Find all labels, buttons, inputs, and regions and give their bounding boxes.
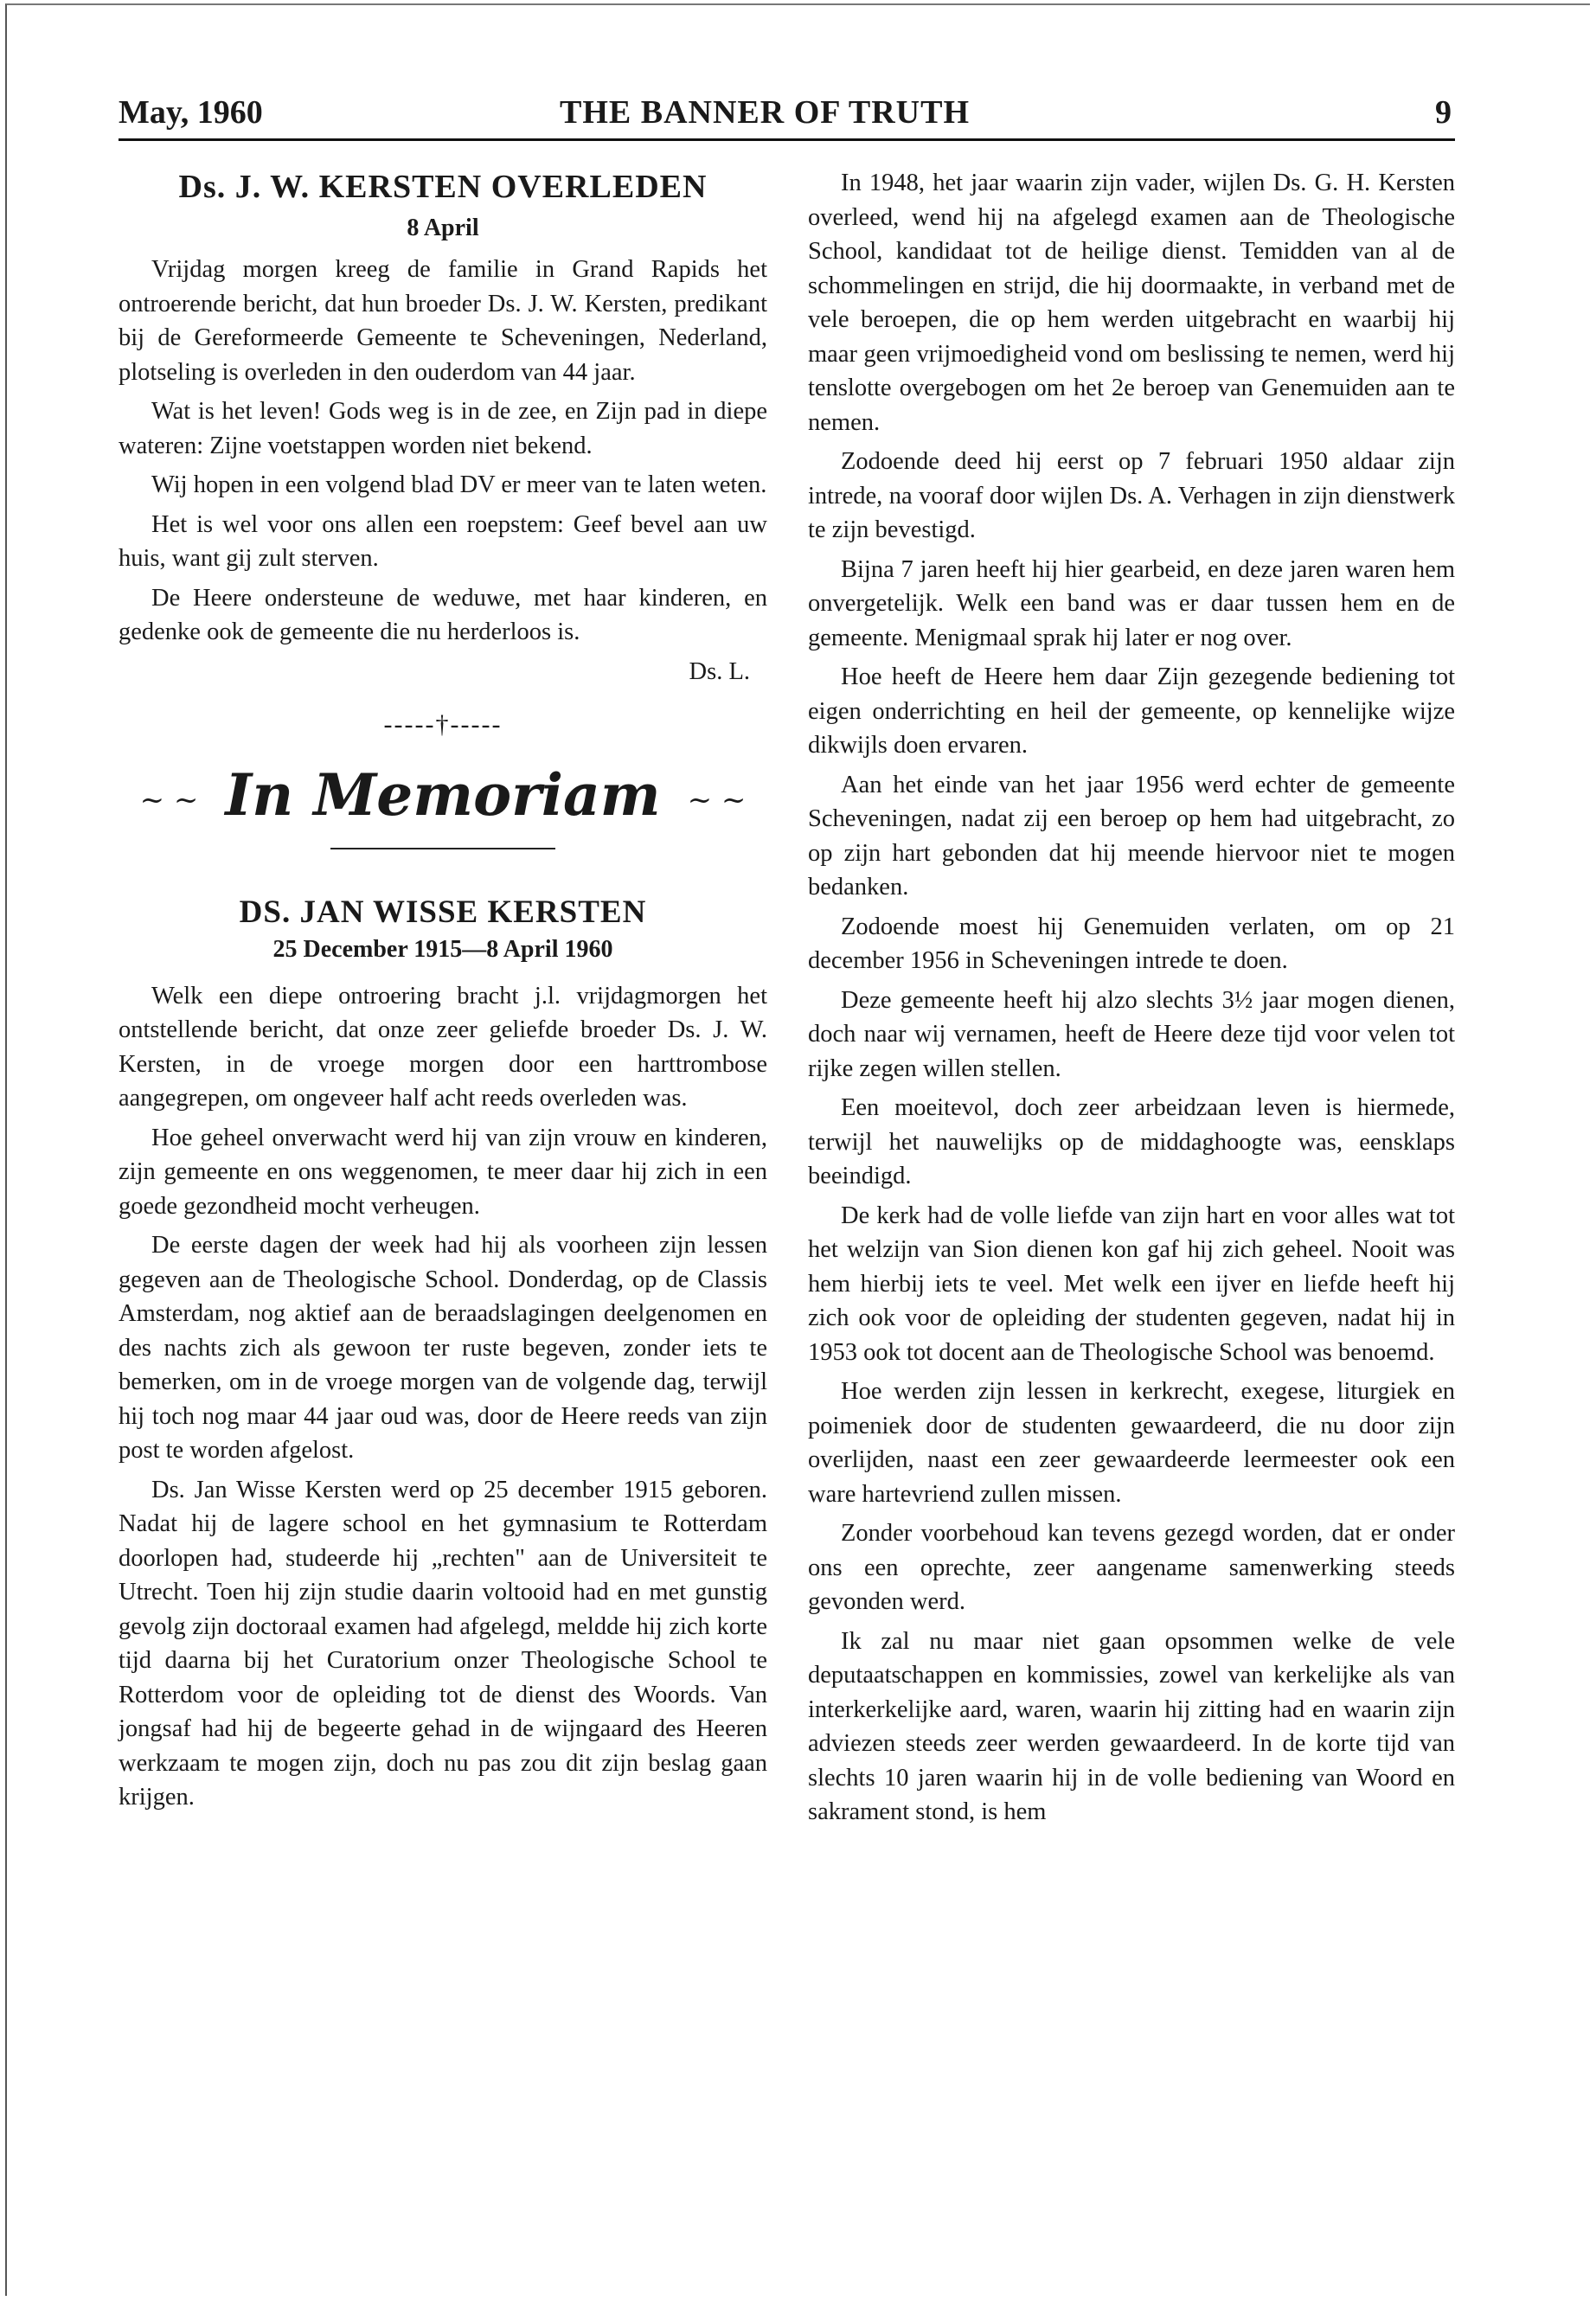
publication-title: THE BANNER OF TRUTH: [560, 94, 971, 131]
issue-date: May, 1960: [119, 94, 263, 131]
right-column: [808, 166, 1455, 1835]
article2-paragraph: Een moeitevol, doch zeer arbeidzaan leven is hiermede, terwijl het nauwelijks op de middaghoogte was, eensklaps beeindigd.: [808, 1094, 1455, 1189]
article1-signature: Ds. L.: [689, 657, 750, 685]
article2-paragraph: Hoe werden zijn lessen in kerkrecht, exegese, liturgiek en poimeniek door de studenten gewaardeerd, die nu door zijn overlijden, naast een zeer gewaardeerde leermeester ook een ware hartevriend zullen missen.: [808, 1378, 1455, 1508]
article1-paragraph: Het is wel voor ons allen een roepstem: Geef bevel aan uw huis, want gij zult sterven.: [119, 510, 767, 572]
memoriam-rule: [330, 848, 555, 849]
article2-paragraph: De kerk had de volle liefde van zijn hart en voor alles wat tot het welzijn van Sion dienen kon gaf hij zich geheel. Nooit was hem hierbij iets te veel. Met welk een ijver en liefde heeft hij zich ook voor de opleiding der studenten gegeven, nadat hij in 1953 ook tot docent aan de Theologische School was benoemd.: [808, 1202, 1455, 1366]
ornament-left: ~ ~: [139, 782, 199, 817]
article1-paragraph: Wat is het leven! Gods weg is in de zee, en Zijn pad in diepe wateren: Zijne voetstappen worden niet bekend.: [119, 398, 767, 459]
header-rule: [119, 138, 1455, 141]
article2-paragraph: Ik zal nu maar niet gaan opsommen welke de vele deputaatschappen en kommissies, zowel van kerkelijke als van interkerkelijke aard, waren, waarin hij zitting had en waarin zijn adviezen steeds zeer werden gewaardeerd. In de korte tijd van slechts 10 jaren waarin hij in de volle bediening van Woord en sakrament stond, is hem: [808, 1627, 1455, 1825]
article2-paragraph: Welk een diepe ontroering bracht j.l. vrijdagmorgen het ontstellende bericht, dat onze zeer geliefde broeder Ds. J. W. Kersten, in de vroege morgen door een harttrombose aangegrepen, om ongeveer half acht reeds overleden was.: [119, 982, 767, 1112]
page-header: [119, 93, 1455, 137]
article1-paragraph: Vrijdag morgen kreeg de familie in Grand Rapids het ontroerende bericht, dat hun broeder Ds. J. W. Kersten, predikant bij de Gereformeerde Gemeente te Scheveningen, Nederland, plotseling is overleden in den ouderdom van 44 jaar.: [119, 256, 767, 386]
page-number: 9: [1435, 94, 1452, 131]
article1-paragraph: Wij hopen in een volgend blad DV er meer van te laten weten.: [151, 471, 767, 498]
article2-paragraph: Zodoende deed hij eerst op 7 februari 1950 aldaar zijn intrede, na vooraf door wijlen Ds. A. Verhagen in zijn dienstwerk te zijn bevestigd.: [808, 448, 1455, 543]
article1-title: Ds. J. W. KERSTEN OVERLEDEN: [178, 169, 708, 205]
article2-paragraph: Hoe heeft de Heere hem daar Zijn gezegende bediening tot eigen onderrichting en heil der gemeente, op kennelijke wijze dikwijls doen ervaren.: [808, 663, 1455, 759]
article2-paragraph: Aan het einde van het jaar 1956 werd echter de gemeente Scheveningen, nadat zij een beroep op hem had uitgebracht, zo op zijn hart gebonden dat hij meende hiervoor niet te mogen bedanken.: [808, 771, 1455, 901]
article2-paragraph: Zodoende moest hij Genemuiden verlaten, om op 21 december 1956 in Scheveningen intrede te doen.: [808, 913, 1455, 974]
ornament-right: ~ ~: [687, 782, 747, 817]
article2-dates: 25 December 1915—8 April 1960: [272, 935, 613, 963]
article1-date: 8 April: [407, 215, 479, 241]
article1-paragraph: De Heere ondersteune de weduwe, met haar kinderen, en gedenke ook de gemeente die nu herderloos is.: [119, 584, 767, 645]
in-memoriam-heading: [119, 756, 767, 839]
left-column: [119, 166, 767, 1820]
cross-separator: -----†-----: [383, 710, 503, 739]
article2-paragraph: De eerste dagen der week had hij als voorheen zijn lessen gegeven aan de Theologische School. Donderdag, op de Classis Amsterdam, nog aktief aan de beraadslagingen deelgenomen en des nachts zich als gewoon ter ruste begeven, zonder iets te bemerken, om in de vroege morgen van de volgende dag, terwijl hij toch nog maar 44 jaar oud was, door de Heere reeds van zijn post te worden afgelost.: [119, 1232, 767, 1464]
article2-paragraph: Bijna 7 jaren heeft hij hier gearbeid, en deze jaren waren hem onvergetelijk. Welk een band was er daar tussen hem en de gemeente. Menigmaal sprak hij later er nog over.: [808, 555, 1455, 651]
in-memoriam-title: In Memoriam: [225, 760, 661, 829]
article2-paragraph: Deze gemeente heeft hij alzo slechts 3½ jaar mogen dienen, doch naar wij vernamen, heeft de Heere deze tijd voor velen tot rijke zegen willen stellen.: [808, 986, 1455, 1082]
article2-paragraph: In 1948, het jaar waarin zijn vader, wijlen Ds. G. H. Kersten overleed, wend hij na afgelegd examen aan de Theologische School, kandidaat tot de heilige dienst. Temidden van al de schommelingen en strijd, die hij doormaakte, in verband met de vele beroepen, die op hem werden uitgebracht en waarbij hij maar geen vrijmoedigheid vond om beslissing te nemen, werd hij tenslotte overgebogen om het 2e beroep van Genemuiden aan te nemen.: [808, 170, 1455, 436]
article2-paragraph: Zonder voorbehoud kan tevens gezegd worden, dat er onder ons een oprechte, zeer aangename samenwerking steeds gevonden werd.: [808, 1520, 1455, 1615]
article2-title: DS. JAN WISSE KERSTEN: [239, 894, 647, 930]
article2-paragraph: Ds. Jan Wisse Kersten werd op 25 december 1915 geboren. Nadat hij de lagere school en het gymnasium te Rotterdam doorlopen had, studeerde hij „rechten" aan de Universiteit te Utrecht. Toen hij zijn studie daarin voltooid had en met gunstig gevolg zijn doctoraal examen had afgelegd, meldde hij zich korte tijd daarna bij het Curatorium onzer Theologische School te Rotterdom voor de opleiding tot de dienst des Woords. Van jongsaf had hij de begeerte gehad in de wijngaard des Heeren werkzaam te mogen zijn, doch nu pas zou dit zijn beslag gaan krijgen.: [119, 1476, 767, 1811]
article2-paragraph: Hoe geheel onverwacht werd hij van zijn vrouw en kinderen, zijn gemeente en ons weggenomen, te meer daar hij zich in een goede gezondheid mocht verheugen.: [119, 1124, 767, 1220]
